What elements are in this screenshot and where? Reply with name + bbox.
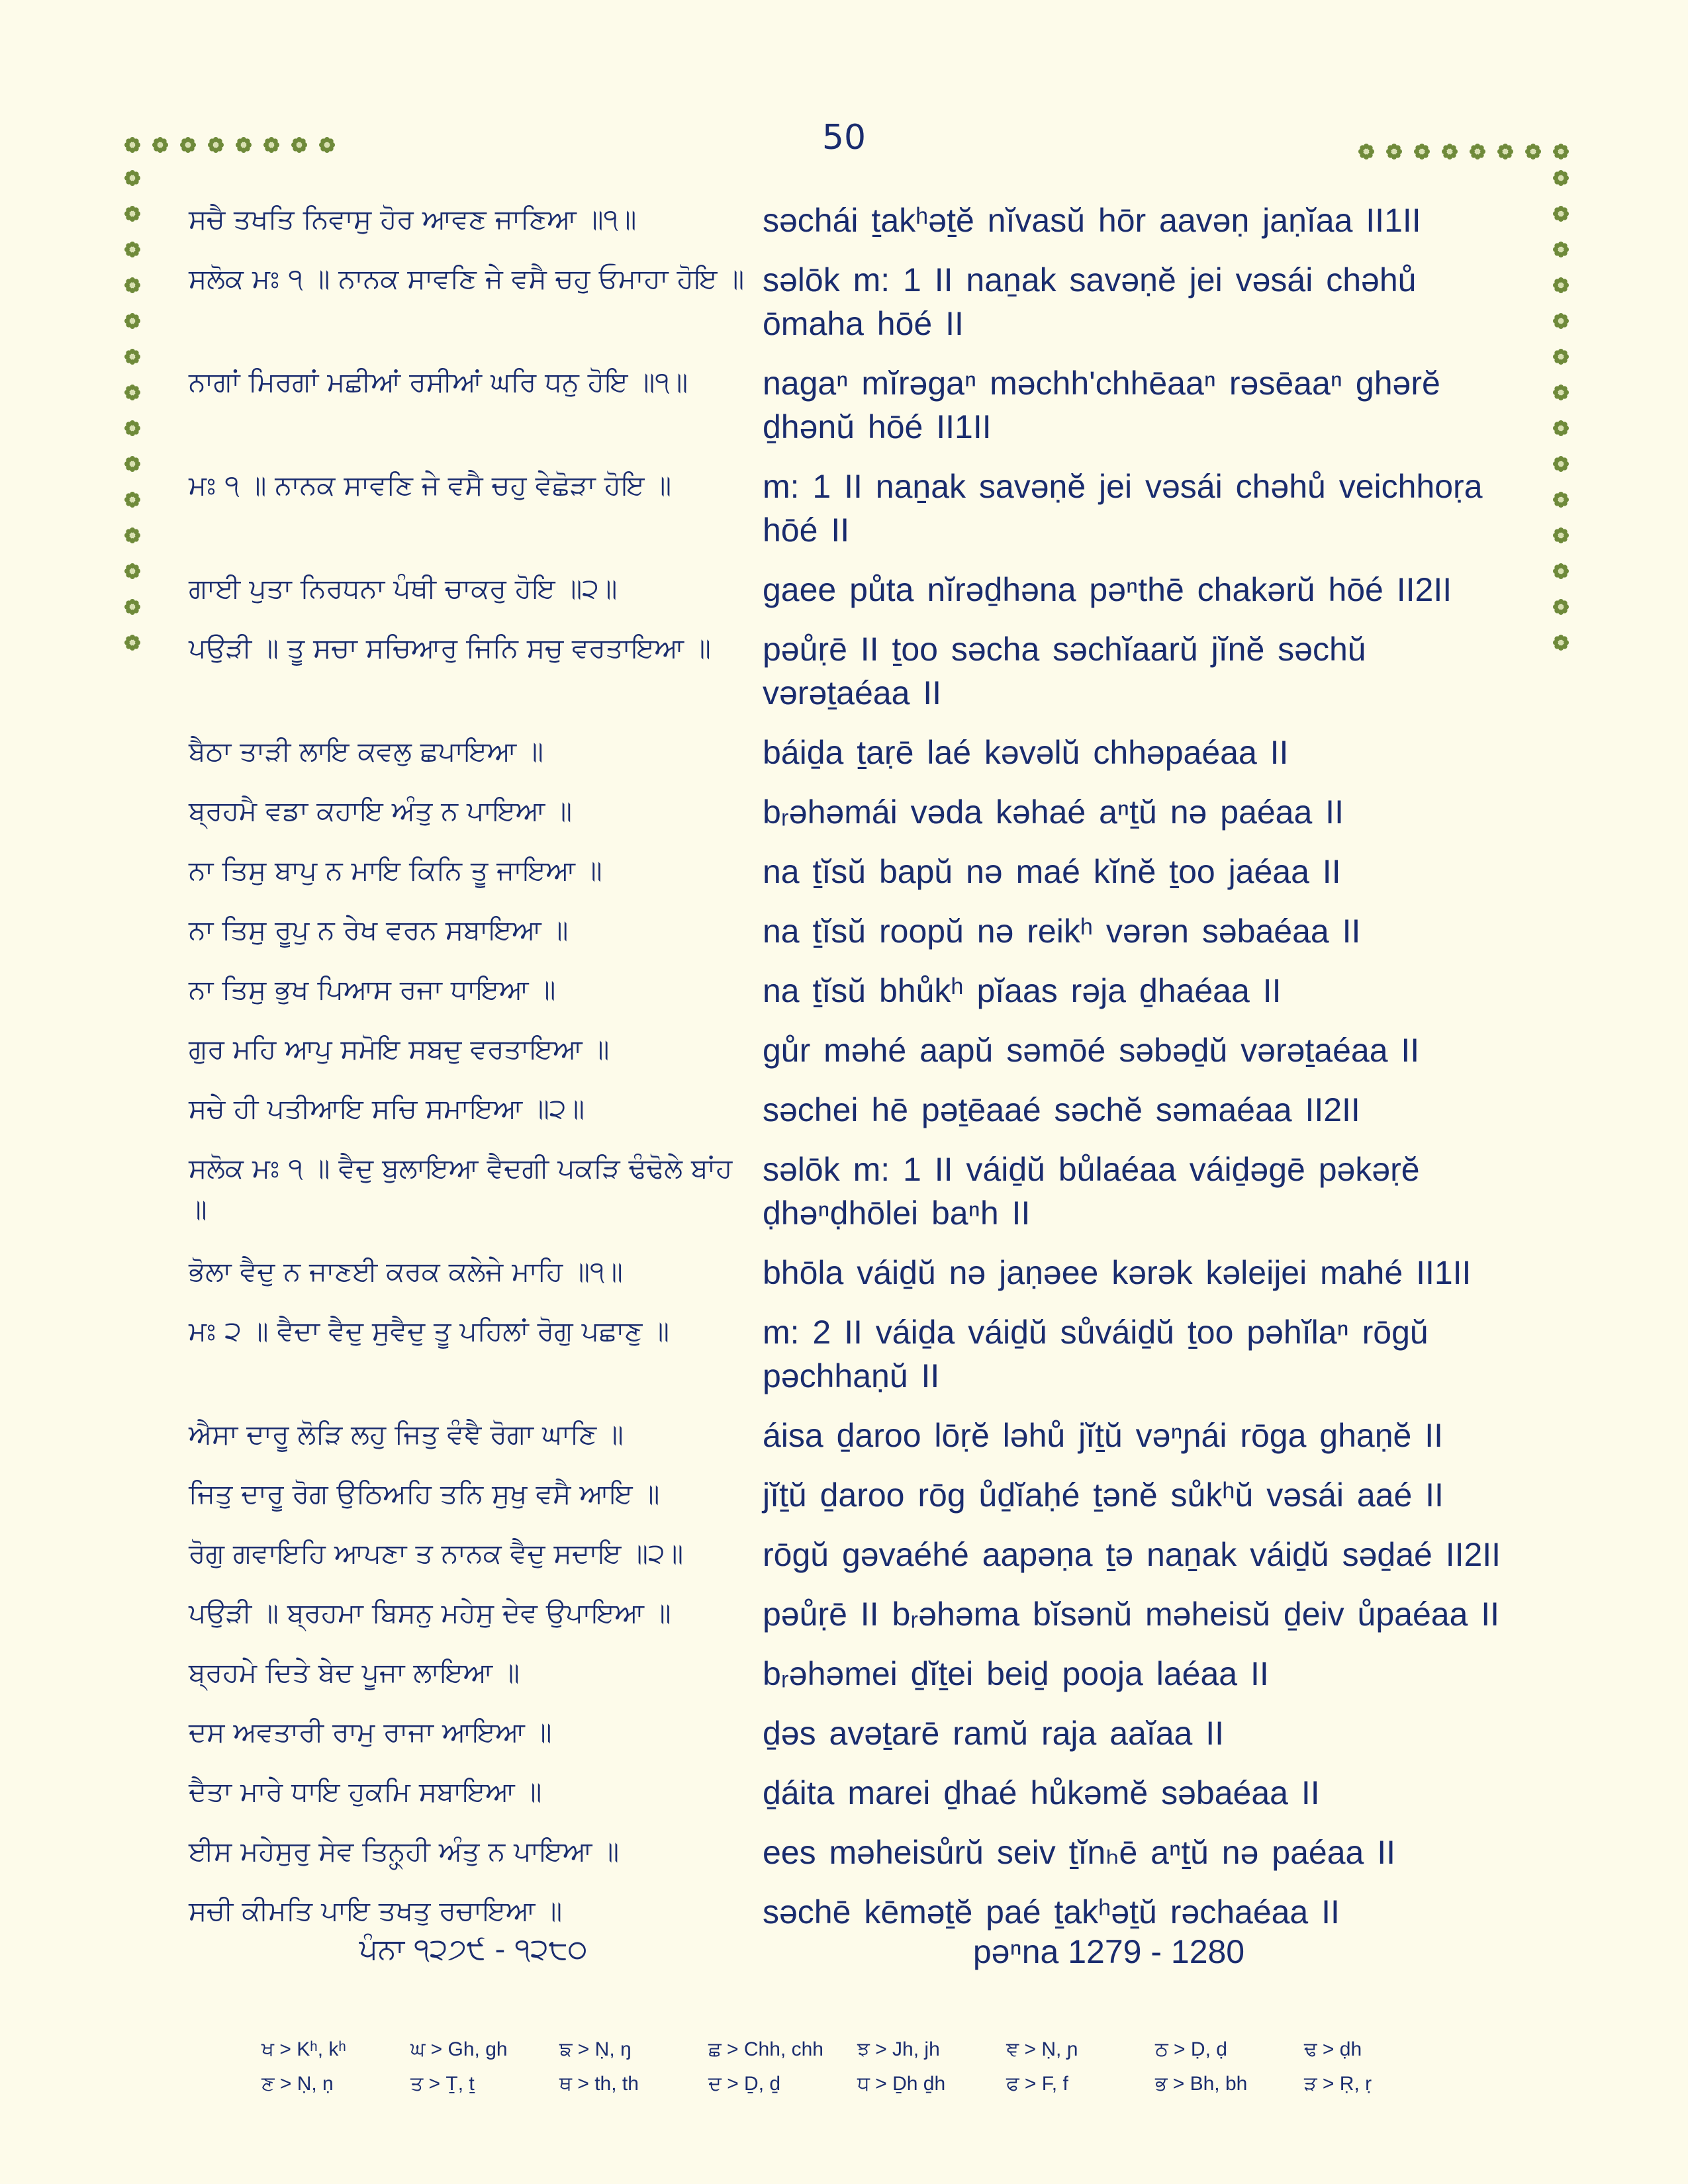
transliteration-line: m: 2 II váiḏa váiḏŭ sůváiḏŭ ṯoo pəhĭlaⁿ rōgŭ pəchhaṇŭ II (763, 1314, 1429, 1394)
flower-icon (1413, 142, 1431, 161)
legend-item: ਢ > ḍh (1304, 2038, 1362, 2060)
gurmukhi-line: ਨਾ ਤਿਸੁ ਭੁਖ ਪਿਆਸ ਰਜਾ ਧਾਇਆ ॥ (189, 974, 556, 1005)
legend-item: ਣ > Ṇ, ṇ (261, 2073, 334, 2095)
gurmukhi-line: ਭੋਲਾ ਵੈਦੁ ਨ ਜਾਣਈ ਕਰਕ ਕਲੇਜੇ ਮਾਹਿ ॥੧॥ (189, 1255, 623, 1287)
flower-icon (123, 419, 142, 437)
flower-icon (1524, 142, 1542, 161)
flower-icon (123, 312, 142, 330)
verse-row (189, 909, 1526, 953)
legend-item: ਙ > Ṇ, ŋ (559, 2038, 632, 2060)
verse-row (189, 258, 1526, 345)
flower-icon (123, 526, 142, 545)
flower-icon (123, 240, 142, 259)
verse-row (189, 1592, 1526, 1636)
page-range-gurmukhi: ਪੰਨਾ ੧੨੭੯ - ੧੨੮੦ (359, 1933, 588, 1966)
verse-row (189, 731, 1526, 774)
flower-icon (290, 136, 308, 154)
gurmukhi-line: ਨਾਗਾਂ ਮਿਰਗਾਂ ਮਛੀਆਂ ਰਸੀਆਂ ਘਰਿ ਧਨੁ ਹੋਇ ॥੧॥ (189, 366, 688, 398)
flower-icon (151, 136, 169, 154)
gurmukhi-line: ਨਾ ਤਿਸੁ ਬਾਪੁ ਨ ਮਾਇ ਕਿਨਿ ਤੂ ਜਾਇਆ ॥ (189, 854, 602, 886)
legend-item: ਭ > Bh, bh (1155, 2073, 1248, 2095)
gurmukhi-line: ਬੈਠਾ ਤਾੜੀ ਲਾਇ ਕਵਲੁ ਛਪਾਇਆ ॥ (189, 735, 543, 767)
flower-icon (1385, 142, 1403, 161)
flower-icon (207, 136, 225, 154)
flower-icon (123, 205, 142, 223)
legend-item: ਦ > Ḏ, ḏ (708, 2073, 781, 2095)
flower-border-top-left (123, 136, 336, 154)
gurmukhi-line: ਮਃ ੧ ॥ ਨਾਨਕ ਸਾਵਣਿ ਜੇ ਵਸੈ ਚਹੁ ਵੇਛੋੜਾ ਹੋਇ ॥ (189, 469, 672, 501)
verse-row (189, 199, 1526, 242)
transliteration-line: səlōk m: 1 II naṉak savəṇĕ jei vəsái chəhů ōmaha hōé II (763, 261, 1417, 342)
flower-border-left (123, 169, 142, 652)
legend-row (261, 2073, 1453, 2095)
flower-icon (1552, 312, 1570, 330)
legend-row (261, 2038, 1453, 2061)
legend-item: ਛ > Chh, chh (708, 2038, 823, 2060)
flower-icon (123, 276, 142, 295)
flower-icon (1552, 205, 1570, 223)
page-range-transliteration: pəⁿna 1279 - 1280 (972, 1933, 1245, 1970)
flower-icon (123, 383, 142, 402)
gurmukhi-line: ਜਿਤੁ ਦਾਰੂ ਰੋਗ ਉਠਿਅਹਿ ਤਨਿ ਸੁਖੁ ਵਸੈ ਆਇ ॥ (189, 1478, 660, 1510)
verse-row (189, 1771, 1526, 1815)
flower-icon (1468, 142, 1487, 161)
flower-icon (234, 136, 253, 154)
gurmukhi-line: ਨਾ ਤਿਸੁ ਰੂਪੁ ਨ ਰੇਖ ਵਰਨ ਸਬਾਇਆ ॥ (189, 914, 569, 946)
verse-row (189, 1251, 1526, 1295)
gurmukhi-line: ਸਚੈ ਤਖਤਿ ਨਿਵਾਸੁ ਹੋਰ ਆਵਣ ਜਾਣਿਆ ॥੧॥ (189, 203, 637, 235)
legend-item: ਠ > Ḍ, ḍ (1155, 2038, 1227, 2060)
flower-icon (1552, 142, 1570, 161)
gurmukhi-line: ਦਸ ਅਵਤਾਰੀ ਰਾਮੁ ਰਾਜਾ ਆਇਆ ॥ (189, 1716, 552, 1748)
transliteration-line: ees məheisůrŭ seiv ṯĭnₕē aⁿṯŭ nə paéaa II (763, 1834, 1396, 1871)
transliteration-line: gůr məhé aapŭ səmōé səbəḏŭ vərəṯaéaa II (763, 1032, 1420, 1069)
verse-row (189, 1414, 1526, 1457)
flower-icon (1552, 562, 1570, 580)
transliteration-line: gaee půta nĭrəḏhəna pəⁿthē chakərŭ hōé II2II (763, 571, 1452, 608)
verse-row (189, 969, 1526, 1013)
verse-row (189, 1890, 1526, 1934)
verse-row (189, 1711, 1526, 1755)
gurmukhi-line: ਐਸਾ ਦਾਰੂ ਲੋੜਿ ਲਹੁ ਜਿਤੁ ਵੰਞੈ ਰੋਗਾ ਘਾਣਿ ॥ (189, 1418, 624, 1450)
gurmukhi-line: ਸਲੋਕ ਮਃ ੧ ॥ ਵੈਦੁ ਬੁਲਾਇਆ ਵੈਦਗੀ ਪਕੜਿ ਢੰਢੋਲੇ ਬਾਂਹ ॥ (189, 1152, 733, 1225)
flower-icon (318, 136, 336, 154)
transliteration-line: m: 1 II naṉak savəṇĕ jei vəsái chəhů veichhoṛa hōé II (763, 468, 1483, 549)
flower-border-right (1552, 169, 1570, 652)
flower-icon (1552, 419, 1570, 437)
flower-icon (123, 490, 142, 509)
transliteration-line: ḏáita marei ḏhaé hůkəmĕ səbaéaa II (763, 1774, 1320, 1811)
legend-item: ਖ > Kʰ, kʰ (261, 2038, 346, 2060)
flower-icon (1552, 526, 1570, 545)
gurmukhi-line: ਸਲੋਕ ਮਃ ੧ ॥ ਨਾਨਕ ਸਾਵਣਿ ਜੇ ਵਸੈ ਚਹੁ ਓਮਾਹਾ ਹੋਇ ॥ (189, 263, 745, 295)
flower-icon (179, 136, 197, 154)
flower-icon (123, 598, 142, 616)
verse-row (189, 790, 1526, 834)
flower-icon (1552, 383, 1570, 402)
legend-item: ਧ > Ḏh ḏh (857, 2073, 946, 2095)
verse-row (189, 1533, 1526, 1576)
flower-icon (123, 562, 142, 580)
gurmukhi-line: ਸਚੇ ਹੀ ਪਤੀਆਇ ਸਚਿ ਸਮਾਇਆ ॥੨॥ (189, 1093, 585, 1124)
transliteration-line: bᵣəhəmái vəda kəhaé aⁿṯŭ nə paéaa II (763, 794, 1344, 831)
legend-item: ਫ > F, f (1006, 2073, 1068, 2095)
transliteration-line: na ṯĭsŭ bapŭ nə maé kĭnĕ ṯoo jaéaa II (763, 853, 1341, 890)
flower-icon (1552, 169, 1570, 187)
legend-item: ਤ > Ṯ, ṯ (410, 2073, 475, 2095)
transliteration-line: ḏəs avəṯarē ramŭ raja aaĭaa II (763, 1715, 1225, 1752)
transliteration-legend (261, 2038, 1453, 2107)
legend-item: ਥ > th, th (559, 2073, 639, 2095)
gurmukhi-line: ਦੈਤਾ ਮਾਰੇ ਧਾਇ ਹੁਕਮਿ ਸਬਾਇਆ ॥ (189, 1776, 542, 1807)
transliteration-line: pəůṛē II bᵣəhəma bĭsənŭ məheisŭ ḏeiv ůpaéaa II (763, 1596, 1500, 1633)
transliteration-line: səlōk m: 1 II váiḏŭ bůlaéaa váiḏəgē pəkəṛĕ ḍhəⁿḍhōlei baⁿh II (763, 1151, 1420, 1232)
gurmukhi-line: ਪਉੜੀ ॥ ਤੂ ਸਚਾ ਸਚਿਆਰੁ ਜਿਨਿ ਸਚੁ ਵਰਤਾਇਆ ॥ (189, 632, 711, 664)
transliteration-line: səchē kēməṯĕ paé ṯakʰəṯŭ rəchaéaa II (763, 1893, 1340, 1931)
transliteration-line: pəůṛē II ṯoo səcha səchĭaarŭ jĭnĕ səchŭ vərəṯaéaa II (763, 631, 1366, 711)
flower-icon (123, 347, 142, 366)
verse-row (189, 1148, 1526, 1235)
legend-item: ੜ > Ṛ, ṛ (1304, 2073, 1372, 2095)
verse-table (189, 199, 1526, 1950)
flower-icon (262, 136, 281, 154)
page-number: 50 (821, 118, 867, 158)
verse-row (189, 361, 1526, 449)
flower-icon (1552, 276, 1570, 295)
transliteration-line: áisa ḏaroo lōṛĕ ləhů jĭṯŭ vəⁿɲái rōga ghaṇĕ II (763, 1417, 1444, 1454)
transliteration-line: rōgŭ gəvaéhé aapəṇa ṯə naṉak váiḏŭ səḏaé II2II (763, 1536, 1501, 1573)
flower-icon (123, 455, 142, 473)
transliteration-line: jĭṯŭ ḏaroo rōg ůḏĭaḥé ṯənĕ sůkʰŭ vəsái aaé II (763, 1477, 1444, 1514)
legend-item: ਝ > Jh, jh (857, 2038, 940, 2060)
verse-row (189, 465, 1526, 552)
flower-icon (1440, 142, 1459, 161)
gurmukhi-line: ਰੋਗੁ ਗਵਾਇਹਿ ਆਪਣਾ ਤ ਨਾਨਕ ਵੈਦੁ ਸਦਾਇ ॥੨॥ (189, 1537, 684, 1569)
verse-row (189, 1473, 1526, 1517)
flower-icon (1496, 142, 1515, 161)
verse-row (189, 1028, 1526, 1072)
verse-row (189, 850, 1526, 893)
legend-item: ਘ > Gh, gh (410, 2038, 508, 2060)
transliteration-line: bhōla váiḏŭ nə jaṇəee kərək kəleijei mahé II1II (763, 1254, 1472, 1291)
flower-icon (1552, 347, 1570, 366)
flower-icon (1552, 633, 1570, 652)
verse-row (189, 568, 1526, 612)
flower-icon (1552, 598, 1570, 616)
transliteration-line: səchái ṯakʰəṯĕ nĭvasŭ hōr aavəṇ jaṇĭaa II1II (763, 202, 1421, 239)
verse-row (189, 627, 1526, 715)
flower-icon (123, 169, 142, 187)
transliteration-line: na ṯĭsŭ roopŭ nə reikʰ vərən səbaéaa II (763, 913, 1361, 950)
flower-icon (1552, 490, 1570, 509)
transliteration-line: na ṯĭsŭ bhůkʰ pĭaas rəja ḏhaéaa II (763, 972, 1282, 1009)
gurmukhi-line: ਗੁਰ ਮਹਿ ਆਪੁ ਸਮੋਇ ਸਬਦੁ ਵਰਤਾਇਆ ॥ (189, 1033, 610, 1065)
gurmukhi-line: ਸਚੀ ਕੀਮਤਿ ਪਾਇ ਤਖਤੁ ਰਚਾਇਆ ॥ (189, 1895, 563, 1927)
flower-border-top-right (1357, 142, 1570, 161)
flower-icon (1357, 142, 1376, 161)
gurmukhi-line: ਮਃ ੨ ॥ ਵੈਦਾ ਵੈਦੁ ਸੁਵੈਦੁ ਤੂ ਪਹਿਲਾਂ ਰੋਗੁ ਪਛਾਣੁ ॥ (189, 1315, 670, 1347)
gurmukhi-line: ਬ੍ਰਹਮੈ ਵਡਾ ਕਹਾਇ ਅੰਤੁ ਨ ਪਾਇਆ ॥ (189, 795, 573, 827)
transliteration-line: bᵣəhəmei ḏĭṯei beiḏ pooja laéaa II (763, 1655, 1269, 1692)
verse-row (189, 1088, 1526, 1132)
verse-row (189, 1652, 1526, 1696)
flower-icon (123, 136, 142, 154)
flower-icon (123, 633, 142, 652)
transliteration-line: báiḏa ṯaṛē laé kəvəlŭ chhəpaéaa II (763, 734, 1289, 771)
flower-icon (1552, 455, 1570, 473)
gurmukhi-line: ਬ੍ਰਹਮੇ ਦਿਤੇ ਬੇਦ ਪੂਜਾ ਲਾਇਆ ॥ (189, 1657, 520, 1688)
transliteration-line: səchei hē pəṯēaaé səchĕ səmaéaa II2II (763, 1091, 1360, 1128)
legend-item: ਞ > Ṇ, ɲ (1006, 2038, 1078, 2060)
flower-icon (1552, 240, 1570, 259)
verse-row (189, 1831, 1526, 1874)
gurmukhi-line: ਪਉੜੀ ॥ ਬ੍ਰਹਮਾ ਬਿਸਨੁ ਮਹੇਸੁ ਦੇਵ ਉਪਾਇਆ ॥ (189, 1597, 671, 1629)
gurmukhi-line: ਈਸ ਮਹੇਸੁਰੁ ਸੇਵ ਤਿਨ੍ਹ੍ਹੀ ਅੰਤੁ ਨ ਪਾਇਆ ॥ (189, 1835, 620, 1867)
gurmukhi-line: ਗਾਈ ਪੁਤਾ ਨਿਰਧਨਾ ਪੰਥੀ ਚਾਕਰੁ ਹੋਇ ॥੨॥ (189, 572, 618, 604)
transliteration-line: nagaⁿ mĭrəgaⁿ məchh'chhēaaⁿ rəsēaaⁿ ghərĕ ḏhənŭ hōé II1II (763, 365, 1440, 445)
verse-row (189, 1310, 1526, 1398)
